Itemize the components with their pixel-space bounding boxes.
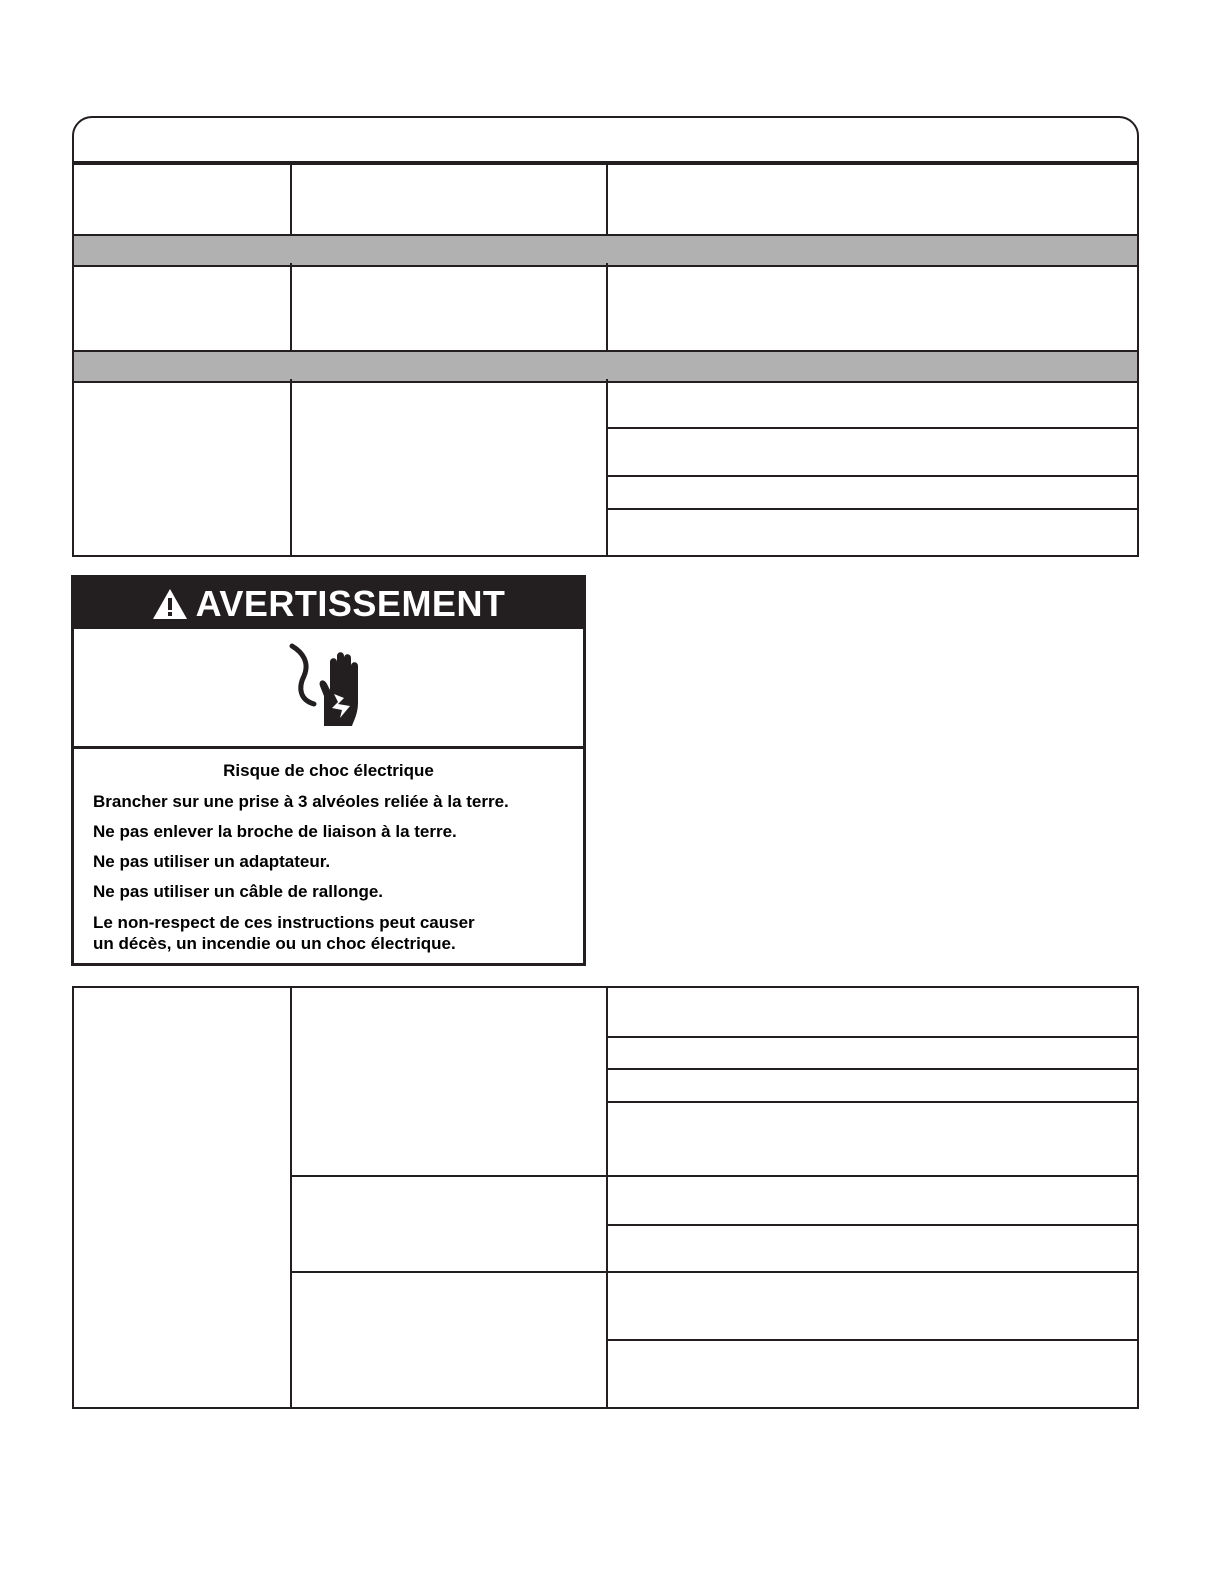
row-divider: [608, 1224, 1137, 1226]
warning-line: Ne pas utiliser un adaptateur.: [93, 852, 331, 871]
column-divider: [290, 988, 292, 1407]
column-divider: [606, 988, 608, 1407]
row-divider: [608, 1101, 1137, 1103]
column-divider: [290, 165, 292, 234]
warning-title: Risque de choc électrique: [223, 761, 434, 780]
warning-body: [74, 749, 583, 963]
row-divider: [608, 1036, 1137, 1038]
electric-shock-hand-icon: [284, 642, 374, 734]
column-divider: [290, 263, 292, 350]
row-divider: [608, 508, 1137, 510]
column-divider: [606, 263, 608, 350]
warning-line: Ne pas utiliser un câble de rallonge.: [93, 882, 384, 901]
row-divider: [608, 1339, 1137, 1341]
electric-shock-warning: [71, 575, 586, 966]
column-divider: [606, 379, 608, 557]
row-divider: [608, 427, 1137, 429]
row-divider: [608, 475, 1137, 477]
column-divider: [290, 379, 292, 557]
warning-header: [74, 578, 583, 629]
column-divider: [606, 165, 608, 234]
warning-line: Ne pas enlever la broche de liaison à la terre.: [93, 822, 457, 841]
warning-consequence: Le non-respect de ces instructions peut causer: [93, 913, 475, 932]
top-troubleshooting-table: [72, 116, 1139, 557]
row-divider: [608, 1068, 1137, 1070]
warning-line: Brancher sur une prise à 3 alvéoles reliée à la terre.: [93, 792, 509, 811]
warning-triangle-icon: [152, 588, 188, 620]
warning-consequence: un décès, un incendie ou un choc électrique.: [93, 934, 456, 953]
bottom-troubleshooting-table: [72, 986, 1139, 1409]
warning-symbol-area: [74, 629, 583, 749]
row-divider: [292, 1175, 1137, 1177]
row-divider: [292, 1271, 1137, 1273]
warning-header-text: AVERTISSEMENT: [195, 582, 506, 624]
